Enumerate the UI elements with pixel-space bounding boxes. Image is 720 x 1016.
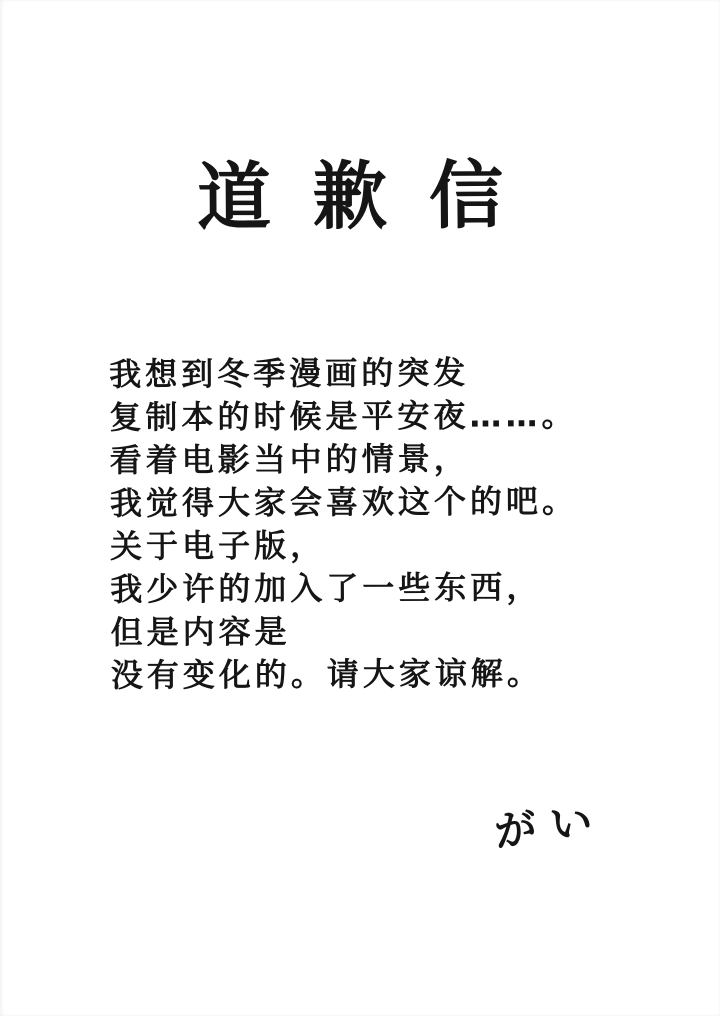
- page-title: 道歉信: [196, 152, 546, 242]
- body-line: 看着电影当中的情景，: [109, 439, 470, 480]
- body-line: 我想到冬季漫画的突发: [109, 353, 470, 394]
- body-line: 但是内容是: [110, 612, 291, 652]
- body-line: 关于电子版，: [110, 526, 327, 566]
- letter-body: [109, 351, 671, 698]
- body-line: 没有变化的。请大家谅解。: [110, 654, 543, 695]
- body-line: 复制本的时候是平安夜……。: [109, 396, 578, 437]
- signature: がい: [491, 794, 609, 857]
- body-line: 我觉得大家会喜欢这个的吧。: [109, 482, 578, 523]
- body-line: 我少许的加入了一些东西，: [110, 568, 543, 609]
